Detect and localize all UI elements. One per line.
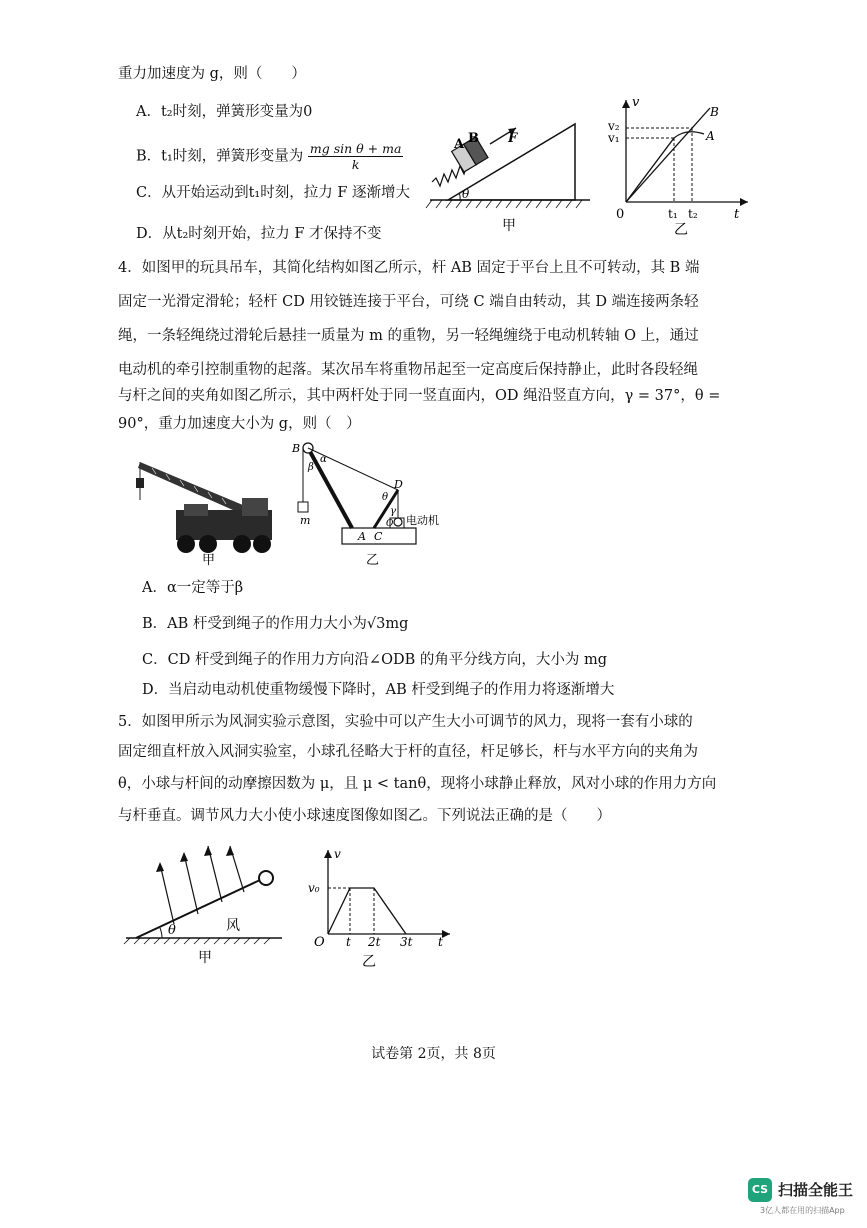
q3-yi-origin: 0 bbox=[616, 207, 625, 222]
q4-yi-label-d: D bbox=[394, 478, 403, 491]
q3-jia-caption: 甲 bbox=[502, 218, 516, 234]
q4-jia-caption: 甲 bbox=[202, 553, 216, 566]
q4-yi-label-c: C bbox=[374, 530, 383, 543]
q3-yi-curve-a: A bbox=[706, 129, 715, 143]
q3-yi-caption: 乙 bbox=[674, 222, 688, 236]
q4-line-6: 90°，重力加速度大小为 g，则（ ） bbox=[118, 416, 361, 432]
q4-line-4: 电动机的牵引控制重物的起落。某次吊车将重物吊起至一定高度后保持静止，此时各段轻绳 bbox=[118, 362, 698, 378]
q3-figure-yi bbox=[606, 94, 756, 236]
q4-line-3: 绳，一条轻绳绕过滑轮后悬挂一质量为 m 的重物，另一轻绳缠绕于电动机转轴 O 上，通过 bbox=[118, 328, 699, 344]
q5-figure-jia bbox=[122, 842, 292, 970]
q4-figure-yi bbox=[286, 436, 446, 570]
q4-yi-label-gamma: γ bbox=[390, 506, 396, 517]
page-footer: 试卷第 2页，共 8页 bbox=[371, 1046, 496, 1062]
q5-line-3: θ，小球与杆间的动摩擦因数为 μ，且 μ < tanθ，现将小球静止释放，风对小球的作用力方向 bbox=[118, 776, 717, 792]
q4-line-2: 固定一光滑定滑轮；轻杆 CD 用铰链连接于平台，可绕 C 端自由转动，其 D 端连接两条轻 bbox=[118, 294, 699, 310]
q4-yi-label-theta: θ bbox=[382, 492, 389, 503]
q5-yi-origin: O bbox=[314, 935, 325, 950]
q4-yi-label-a: A bbox=[358, 530, 366, 543]
q5-jia-label-theta: θ bbox=[168, 923, 176, 938]
q4-yi-caption: 乙 bbox=[366, 553, 380, 568]
q3-yi-t1: t₁ bbox=[668, 207, 678, 221]
camscanner-name: 扫描全能王 bbox=[778, 1181, 854, 1199]
q3-option-b-text: B．t₁时刻，弹簧形变量为 bbox=[136, 148, 304, 165]
q4-figure-jia bbox=[132, 448, 280, 566]
q3-option-c: C．从开始运动到t₁时刻，拉力 F 逐渐增大 bbox=[136, 185, 411, 201]
q3-option-b-formula bbox=[308, 141, 404, 172]
q4-option-b: B．AB 杆受到绳子的作用力大小为√3mg bbox=[142, 616, 409, 632]
q3-yi-axis-v: v bbox=[632, 95, 640, 110]
q4-option-c: C．CD 杆受到绳子的作用力方向沿∠ODB 的角平分线方向，大小为 mg bbox=[142, 652, 607, 668]
camscanner-logo-icon: CS bbox=[748, 1178, 772, 1202]
q3-yi-t2: t₂ bbox=[688, 207, 698, 221]
q5-yi-t3: 3t bbox=[400, 935, 413, 949]
q3-figure-jia bbox=[420, 112, 600, 234]
q3-option-a: A．t₂时刻，弹簧形变量为0 bbox=[136, 104, 313, 120]
q4-yi-label-b: B bbox=[292, 442, 301, 455]
q5-jia-caption: 甲 bbox=[198, 950, 212, 966]
q4-yi-label-o: O bbox=[386, 519, 394, 529]
q3-jia-label-b: B bbox=[468, 131, 479, 146]
q4-line-1: 4．如图甲的玩具吊车，其简化结构如图乙所示，杆 AB 固定于平台上且不可转动，其 B 端 bbox=[118, 260, 700, 276]
q3-yi-curve-b: B bbox=[710, 105, 719, 119]
q4-yi-label-m: m bbox=[300, 514, 311, 527]
q5-yi-t2: 2t bbox=[368, 935, 381, 949]
q3-yi-axis-t: t bbox=[734, 207, 740, 222]
q4-option-a: A．α一定等于β bbox=[142, 580, 244, 596]
q3-jia-label-f: F bbox=[508, 131, 518, 146]
q3-yi-v1: v₁ bbox=[608, 131, 620, 145]
q4-line-5: 与杆之间的夹角如图乙所示，其中两杆处于同一竖直面内，OD 绳沿竖直方向，γ = 37°，θ = bbox=[118, 388, 721, 404]
q5-yi-axis-t: t bbox=[438, 935, 443, 949]
q4-yi-label-motor: 电动机 bbox=[406, 514, 439, 527]
q5-yi-axis-v: v bbox=[334, 847, 341, 861]
q4-yi-label-beta: β bbox=[308, 462, 314, 473]
q5-line-1: 5．如图甲所示为风洞实验示意图，实验中可以产生大小可调节的风力，现将一套有小球的 bbox=[118, 714, 693, 730]
q3-option-d: D．从t₂时刻开始，拉力 F 才保持不变 bbox=[136, 226, 382, 242]
q5-yi-caption: 乙 bbox=[362, 954, 376, 970]
formula-numerator: mg sin θ + ma bbox=[309, 141, 402, 156]
q5-yi-v0: v₀ bbox=[308, 881, 320, 895]
q3-jia-label-a: A bbox=[454, 137, 465, 152]
q3-option-b bbox=[136, 141, 403, 172]
q5-figure-yi bbox=[306, 846, 456, 970]
q3-stem-tail: 重力加速度为 g，则（ ） bbox=[118, 66, 306, 82]
q5-yi-t1: t bbox=[346, 935, 351, 949]
q5-jia-label-wind: 风 bbox=[226, 918, 240, 934]
camscanner-tagline: 3亿人都在用的扫描App bbox=[760, 1206, 845, 1215]
q5-line-2: 固定细直杆放入风洞实验室，小球孔径略大于杆的直径，杆足够长，杆与水平方向的夹角为 bbox=[118, 744, 698, 760]
q3-jia-label-theta: θ bbox=[462, 187, 470, 201]
q5-line-4: 与杆垂直。调节风力大小使小球速度图像如图乙。下列说法正确的是（ ） bbox=[118, 808, 611, 824]
formula-denominator: k bbox=[351, 157, 360, 172]
q3-yi-v2: v₂ bbox=[608, 119, 620, 133]
q4-yi-label-alpha: α bbox=[320, 454, 327, 465]
q4-option-d: D．当启动电动机使重物缓慢下降时，AB 杆受到绳子的作用力将逐渐增大 bbox=[142, 682, 615, 698]
